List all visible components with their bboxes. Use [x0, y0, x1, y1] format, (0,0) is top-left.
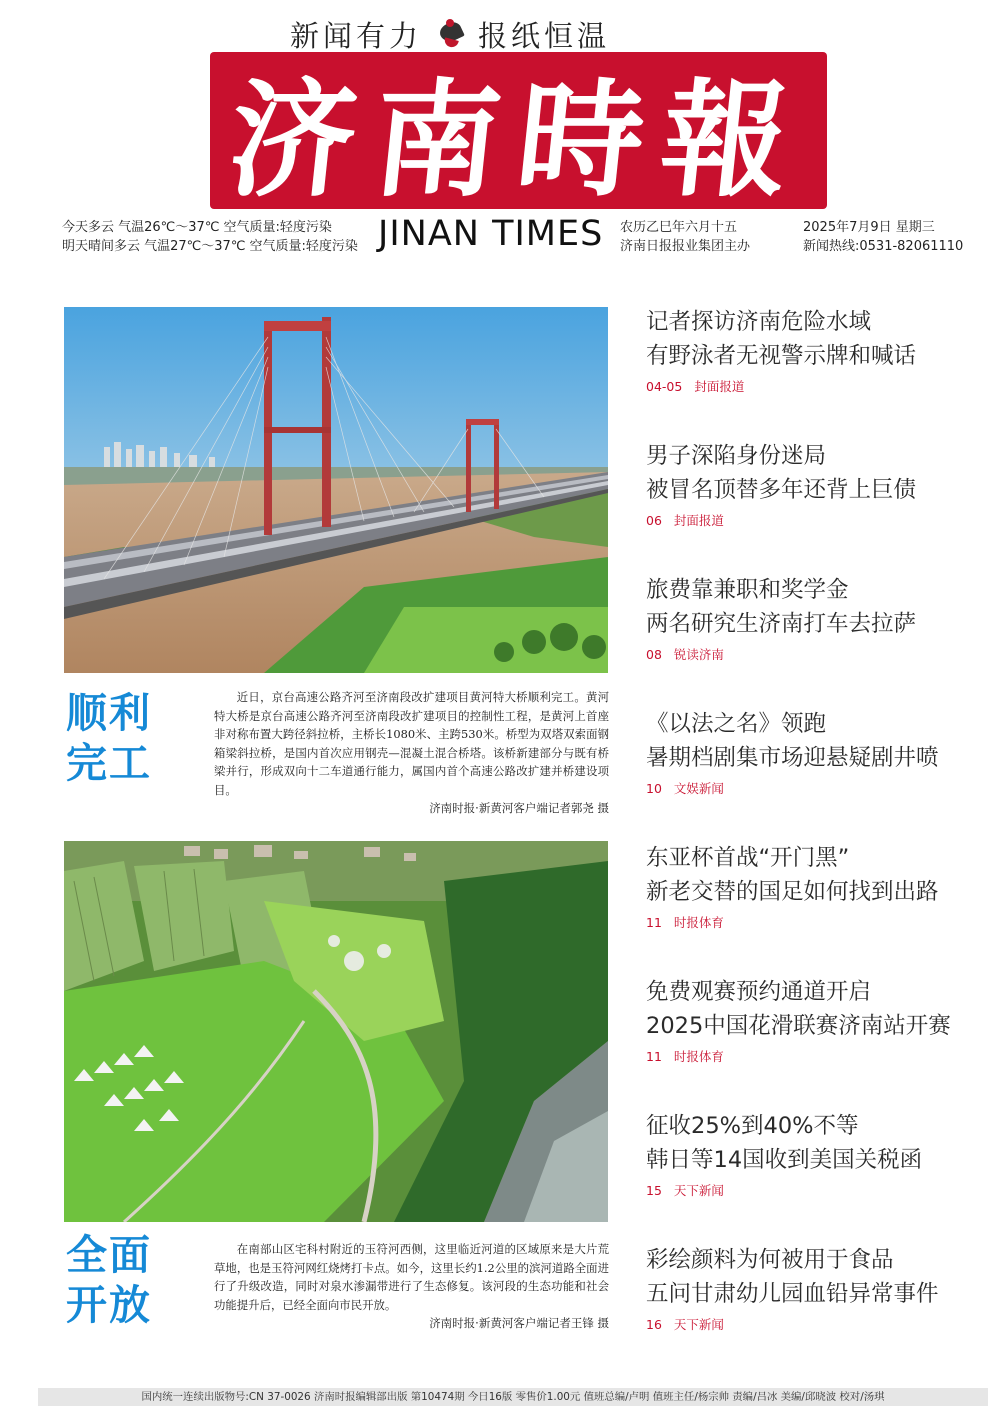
headline-line2: 有野泳者无视警示牌和喊话 [646, 343, 917, 369]
publisher: 济南日报报业集团主办 [620, 239, 751, 254]
headline-line2: 暑期档剧集市场迎悬疑剧井喷 [646, 745, 939, 771]
page-ref: 04-05 封面报道 [646, 379, 745, 394]
headline-item[interactable] [646, 439, 991, 529]
headline-line1: 记者探访济南危险水域 [646, 309, 872, 335]
page-ref: 11 时报体育 [646, 915, 724, 930]
headline-line1: 《以法之名》领跑 [646, 711, 827, 737]
headline-line1: 旅费靠兼职和奖学金 [646, 577, 849, 603]
page-ref: 10 文娱新闻 [646, 781, 724, 796]
page-ref: 06 封面报道 [646, 513, 724, 528]
headline-item[interactable] [646, 707, 991, 797]
slogan-left: 新闻有力 [290, 18, 423, 53]
feature-caption-1 [214, 688, 609, 818]
slogan-right: 报纸恒温 [478, 18, 611, 53]
headline-line1: 征收25%到40%不等 [646, 1113, 859, 1139]
english-name: JINAN TIMES [378, 214, 604, 254]
headline-line2: 两名研究生济南打车去拉萨 [646, 611, 917, 637]
headline-item[interactable] [646, 305, 991, 395]
feature-title-1: 顺利 完工 [66, 689, 152, 787]
headline-line1: 东亚杯首战“开门黑” [646, 845, 850, 871]
weather-today: 今天多云 气温26℃～37℃ 空气质量:轻度污染 [62, 220, 332, 235]
headline-line2: 韩日等14国收到美国关税函 [646, 1147, 923, 1173]
weather-tomorrow: 明天晴间多云 气温27℃～37℃ 空气质量:轻度污染 [62, 239, 358, 254]
page-ref: 08 锐读济南 [646, 647, 724, 662]
headline-line2: 2025中国花滑联赛济南站开赛 [646, 1013, 951, 1039]
headline-item[interactable] [646, 573, 991, 663]
photo-credit: 济南时报·新黄河客户端记者郭尧 摄 [429, 801, 609, 815]
bridge-photo [64, 307, 608, 673]
caption-body: 近日，京台高速公路齐河至济南段改扩建项目黄河特大桥顺利完工。黄河特大桥是京台高速公路齐河至济南段改扩建项目的控制性工程，是黄河上首座非对称布置大跨径斜拉桥，主桥长1080米、主跨530米。桥型为双塔双索面钢箱梁斜拉桥，是国内首次应用钢壳—混凝土混合桥塔。该桥新建部分与既有桥梁并行，形成双向十二车道通行能力，属国内首个高速公路改扩建并桥建设项目。 济南时报·新黄河客户端记者郭尧 摄 [214, 688, 609, 818]
riverside-park-photo [64, 841, 608, 1222]
lunar-info [620, 218, 750, 256]
headline-line1: 男子深陷身份迷局 [646, 443, 827, 469]
headline-line2: 新老交替的国足如何找到出路 [646, 879, 939, 905]
weather-info [62, 218, 358, 256]
headline-line1: 彩绘颜料为何被用于食品 [646, 1247, 894, 1273]
news-hotline: 新闻热线:0531-82061110 [803, 239, 964, 254]
date-info [803, 218, 963, 256]
lunar-date: 农历乙巳年六月十五 [620, 220, 738, 235]
publication-footer: 国内统一连续出版物号:CN 37-0026 济南时报编辑部出版 第10474期 今日16版 零售价1.00元 值班总编/卢明 值班主任/杨宗帅 责编/吕冰 美编/邱晓波 校对/汤琪 [38, 1388, 988, 1406]
feature-title-2: 全面 开放 [66, 1231, 152, 1329]
headline-line2: 五问甘肃幼儿园血铅异常事件 [646, 1281, 939, 1307]
photo-credit: 济南时报·新黄河客户端记者王锋 摄 [429, 1316, 609, 1330]
feature-caption-2 [214, 1240, 609, 1333]
headline-item[interactable] [646, 1109, 991, 1199]
page-ref: 11 时报体育 [646, 1049, 724, 1064]
headline-line2: 被冒名顶替多年还背上巨债 [646, 477, 917, 503]
headline-item[interactable] [646, 1243, 991, 1333]
headline-item[interactable] [646, 841, 991, 931]
headline-item[interactable] [646, 975, 991, 1065]
issue-date: 2025年7月9日 星期三 [803, 220, 935, 235]
page-ref: 15 天下新闻 [646, 1183, 724, 1198]
page-ref: 16 天下新闻 [646, 1317, 724, 1332]
caption-body: 在南部山区宅科村附近的玉符河西侧，这里临近河道的区域原来是大片荒草地，也是玉符河网红烧烤打卡点。如今，这里长约1.2公里的滨河道路全面进行了升级改造，同时对泉水渗漏带进行了生态修复。该河段的生态功能和社会功能提升后，已经全面向市民开放。 济南时报·新黄河客户端记者王锋 摄 [214, 1240, 609, 1333]
headline-line1: 免费观赛预约通道开启 [646, 979, 872, 1005]
newspaper-logo [210, 52, 827, 214]
logo-text: 济南時報 [221, 66, 814, 214]
